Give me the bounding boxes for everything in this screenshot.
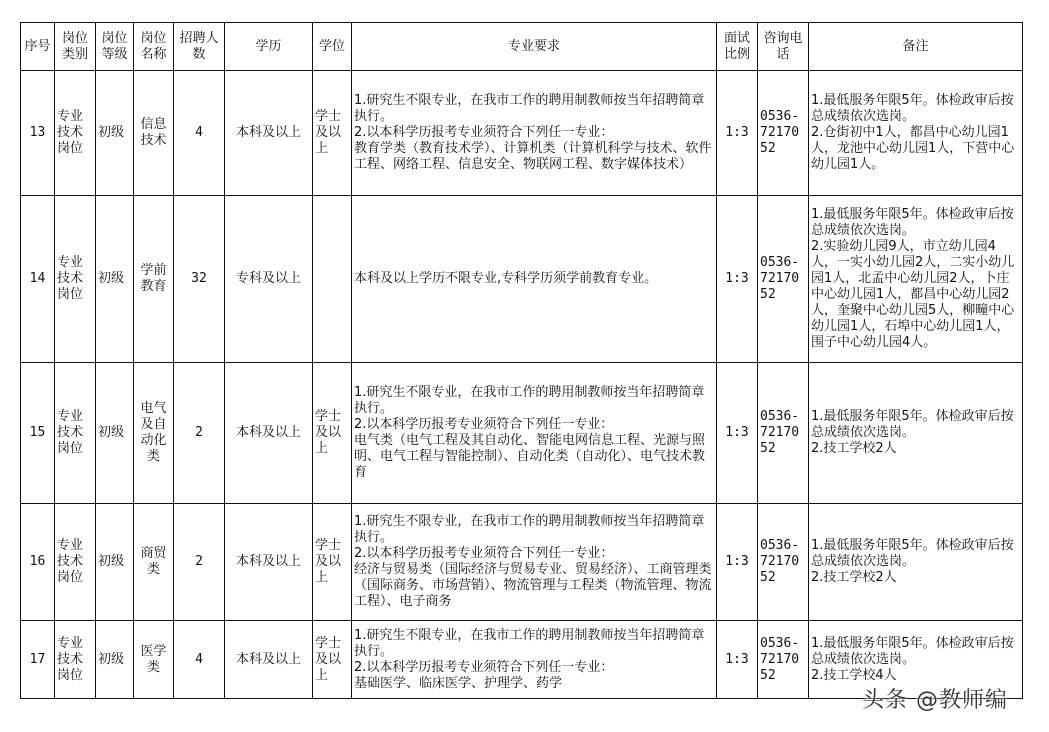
table-row [21,504,1023,621]
header-phone: 咨询电话 [758,23,809,71]
header-row [21,23,1023,71]
remark-line: 2.技工学校2人 [811,441,897,456]
major-line: 本科及以上学历不限专业,专科学历须学前教育专业。 [354,271,658,286]
major-line: 1.研究生不限专业，在我市工作的聘用制教师按当年招聘简章执行。 [354,514,705,545]
remark-line: 1.最低服务年限5年。体检政审后按总成绩依次选岗。 [811,409,1014,440]
level-cell: 初级 [96,363,134,504]
major-line: 1.研究生不限专业，在我市工作的聘用制教师按当年招聘简章执行。 [354,627,705,659]
name-cell: 医学类 [134,621,174,699]
category-cell: 专业技术岗位 [55,363,96,504]
major-cell [352,363,717,504]
degree-cell [313,196,352,363]
count-cell: 2 [174,504,225,621]
count-cell: 4 [174,621,225,699]
remark-line: 2.技工学校4人 [811,667,897,683]
major-line: 2.以本科学历报考专业须符合下列任一专业： [354,659,614,675]
major-cell [352,504,717,621]
seq-cell: 13 [21,71,55,196]
watermark: 头条 @教师编 [862,688,1008,713]
remark-cell [809,504,1023,621]
education-cell: 本科及以上 [225,363,313,504]
count-cell: 4 [174,71,225,196]
major-line: 电气类（电气工程及其自动化、智能电网信息工程、光源与照明、电气工程与智能控制）、自动化类（自动化）、电气技术教育 [354,433,706,480]
remark-line: 2.技工学校2人 [811,570,897,585]
ratio-cell: 1:3 [717,71,758,196]
major-line: 经济与贸易类（国际经济与贸易专业、贸易经济）、工商管理类（国际商务、市场营销）、物流管理与工程类（物流管理、物流工程）、电子商务 [354,562,712,609]
ratio-cell: 1:3 [717,363,758,504]
major-line: 2.以本科学历报考专业须符合下列任一专业： [354,417,614,432]
name-cell: 信息技术 [134,71,174,196]
ratio-cell: 1:3 [717,196,758,363]
remark-line: 1.最低服务年限5年。体检政审后按总成绩依次选岗。 [811,635,1014,667]
remark-line: 2.实验幼儿园9人，市立幼儿园4人，一实小幼儿园2人，二实小幼儿园1人，北孟中心幼儿园2人，卜庄中心幼儿园1人，都昌中心幼儿园2人，奎聚中心幼儿园5人，柳疃中心幼儿园1人，石埠中心幼儿园1人，围子中心幼儿园4人。 [811,239,1015,350]
count-cell: 2 [174,363,225,504]
degree-cell: 学士及以上 [313,363,352,504]
major-cell [352,196,717,363]
header-major: 专业要求 [352,23,717,71]
count-cell: 32 [174,196,225,363]
name-cell: 学前教育 [134,196,174,363]
seq-cell: 17 [21,621,55,699]
seq-cell: 14 [21,196,55,363]
remark-cell [809,196,1023,363]
category-cell: 专业技术岗位 [55,621,96,699]
level-cell: 初级 [96,71,134,196]
table-row [21,363,1023,504]
header-level: 岗位等级 [96,23,134,71]
phone-cell: 0536-7217052 [758,71,809,196]
ratio-cell: 1:3 [717,504,758,621]
phone-cell: 0536-7217052 [758,621,809,699]
remark-line: 1.最低服务年限5年。体检政审后按总成绩依次选岗。 [811,538,1014,569]
degree-cell: 学士及以上 [313,504,352,621]
remark-line: 1.最低服务年限5年。体检政审后按总成绩依次选岗。 [811,93,1014,124]
education-cell: 本科及以上 [225,504,313,621]
header-name: 岗位名称 [134,23,174,71]
category-cell: 专业技术岗位 [55,504,96,621]
education-cell: 本科及以上 [225,71,313,196]
major-cell [352,71,717,196]
category-cell: 专业技术岗位 [55,71,96,196]
phone-cell: 0536-7217052 [758,363,809,504]
major-cell [352,621,717,699]
header-education: 学历 [225,23,313,71]
education-cell: 本科及以上 [225,621,313,699]
recruitment-table [20,22,1023,699]
education-cell: 专科及以上 [225,196,313,363]
major-line: 2.以本科学历报考专业须符合下列任一专业： [354,546,614,561]
remark-cell [809,71,1023,196]
name-cell: 商贸类 [134,504,174,621]
major-line: 1.研究生不限专业，在我市工作的聘用制教师按当年招聘简章执行。 [354,93,705,124]
seq-cell: 15 [21,363,55,504]
header-ratio: 面试比例 [717,23,758,71]
ratio-cell: 1:3 [717,621,758,699]
major-line: 2.以本科学历报考专业须符合下列任一专业： [354,125,614,140]
header-remark: 备注 [809,23,1023,71]
table-row [21,71,1023,196]
level-cell: 初级 [96,504,134,621]
name-cell: 电气及自动化类 [134,363,174,504]
remark-cell [809,363,1023,504]
header-seq: 序号 [21,23,55,71]
major-line: 1.研究生不限专业，在我市工作的聘用制教师按当年招聘简章执行。 [354,385,705,416]
level-cell: 初级 [96,196,134,363]
degree-cell: 学士及以上 [313,621,352,699]
seq-cell: 16 [21,504,55,621]
major-line: 教育学类（教育技术学）、计算机类（计算机科学与技术、软件工程、网络工程、信息安全、物联网工程、数字媒体技术） [354,141,712,172]
header-count: 招聘人数 [174,23,225,71]
category-cell: 专业技术岗位 [55,196,96,363]
header-category: 岗位类别 [55,23,96,71]
major-line: 基础医学、临床医学、护理学、药学 [354,675,563,691]
phone-cell: 0536-7217052 [758,504,809,621]
header-degree: 学位 [313,23,352,71]
phone-cell: 0536-7217052 [758,196,809,363]
level-cell: 初级 [96,621,134,699]
remark-line: 1.最低服务年限5年。体检政审后按总成绩依次选岗。 [811,207,1014,238]
table-row [21,196,1023,363]
remark-line: 2.仓街初中1人，都昌中心幼儿园1人，龙池中心幼儿园1人，下营中心幼儿园1人。 [811,125,1015,172]
degree-cell: 学士及以上 [313,71,352,196]
